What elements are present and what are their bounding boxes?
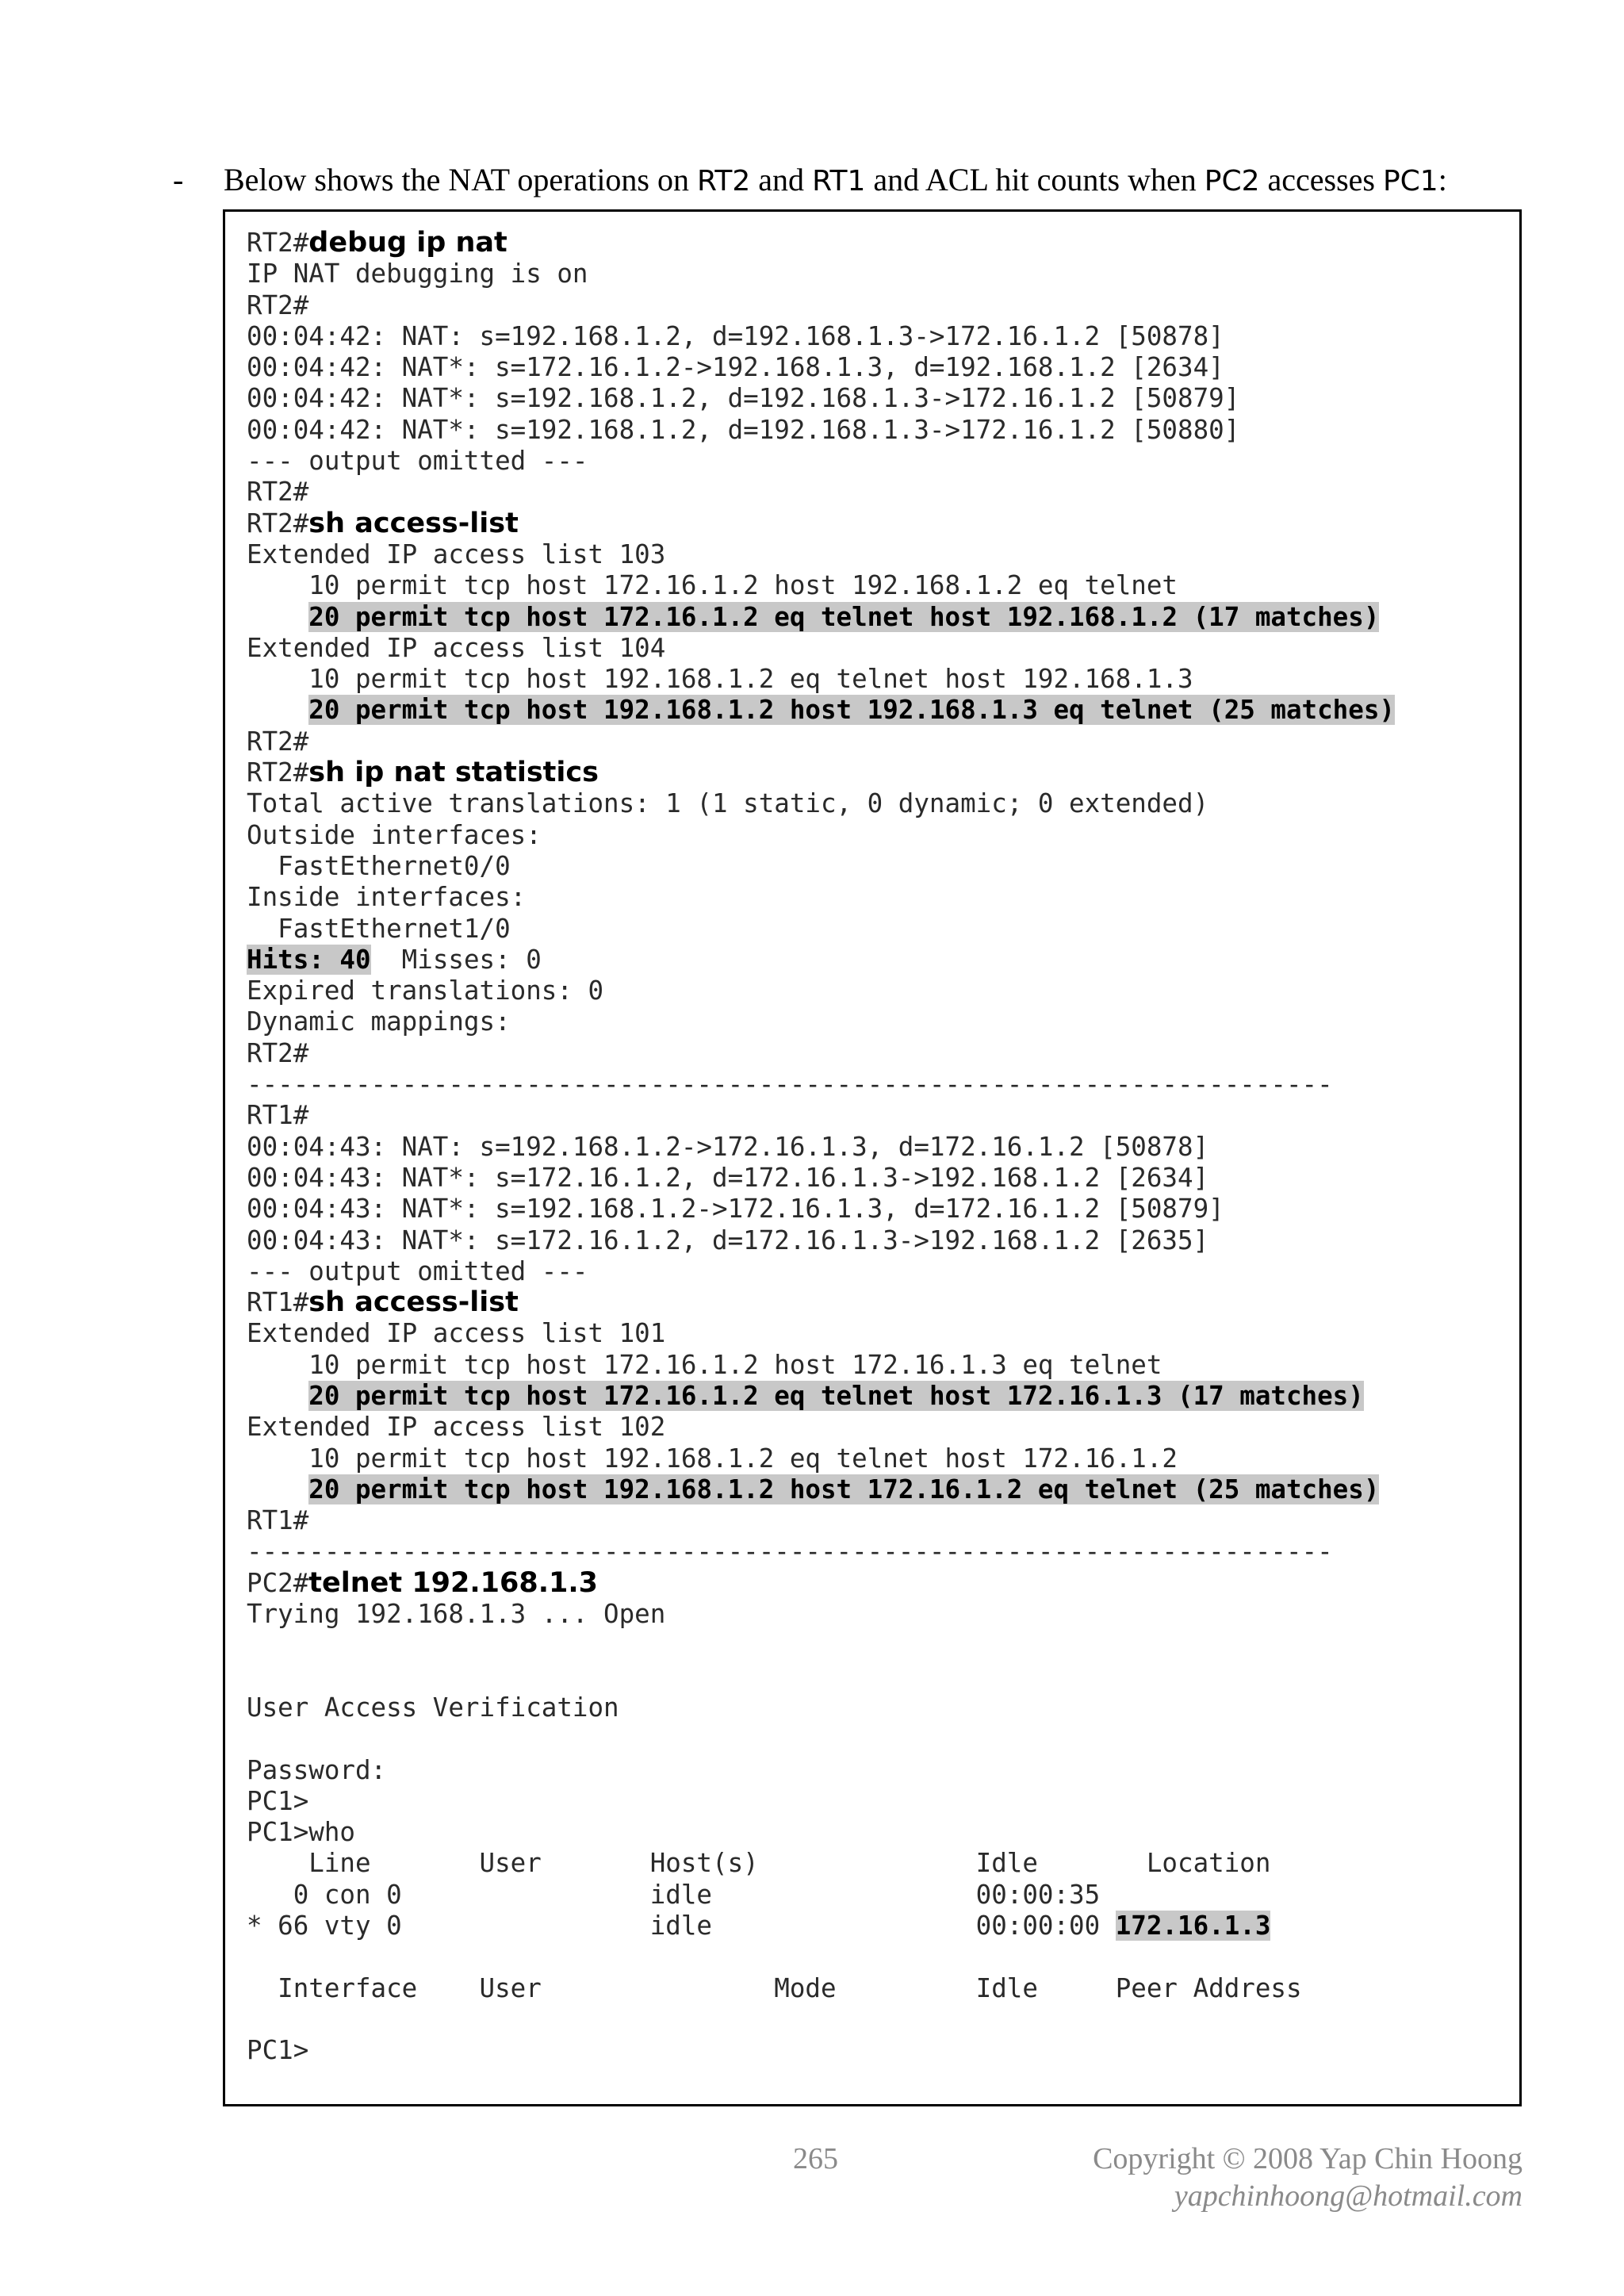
console-line	[247, 1973, 1395, 2004]
console-line	[247, 228, 1395, 259]
console-line	[247, 290, 1395, 321]
console-text: 10 permit tcp host 172.16.1.2 host 192.168.1.2 eq telnet	[247, 570, 1178, 601]
console-text: IP NAT debugging is on	[247, 259, 588, 289]
console-text: RT2#	[247, 508, 309, 539]
console-highlight: 20 permit tcp host 192.168.1.2 host 192.168.1.3 eq telnet (25 matches)	[308, 695, 1395, 726]
console-highlight: 20 permit tcp host 172.16.1.2 eq telnet host 172.16.1.3 (17 matches)	[308, 1380, 1364, 1411]
console-text: RT2#	[247, 228, 309, 258]
console-text: RT1#	[247, 1505, 309, 1536]
console-line	[247, 1848, 1395, 1879]
console-text: FastEthernet0/0	[247, 850, 511, 881]
console-line	[247, 914, 1395, 945]
console-text: Password:	[247, 1754, 387, 1785]
console-line	[247, 1443, 1395, 1474]
console-text: Extended IP access list 103	[247, 539, 666, 569]
console-line	[247, 1225, 1395, 1256]
console-command: sh access-list	[308, 507, 519, 539]
intro-device-rt2: RT2	[697, 165, 751, 197]
console-line	[247, 1911, 1395, 1941]
console-text: 00:04:43: NAT*: s=172.16.1.2, d=172.16.1.3->192.168.1.2 [2634]	[247, 1162, 1209, 1193]
console-text: RT2#	[247, 726, 309, 757]
console-highlight: 20 permit tcp host 192.168.1.2 host 172.16.1.2 eq telnet (25 matches)	[308, 1474, 1380, 1504]
console-line	[247, 1630, 1395, 1661]
console-line	[247, 1941, 1395, 1972]
console-line	[247, 1692, 1395, 1723]
console-line	[247, 1723, 1395, 1754]
console-text: 00:04:43: NAT: s=192.168.1.2->172.16.1.3, d=172.16.1.2 [50878]	[247, 1131, 1209, 1162]
console-text: User Access Verification	[247, 1692, 619, 1723]
console-line	[247, 945, 1395, 976]
console-line	[247, 539, 1395, 570]
console-text: Total active translations: 1 (1 static, 0 dynamic; 0 extended)	[247, 788, 1209, 819]
bullet-dash: -	[173, 162, 184, 197]
console-line	[247, 352, 1395, 383]
console-text: 00:04:43: NAT*: s=172.16.1.2, d=172.16.1.3->192.168.1.2 [2635]	[247, 1225, 1209, 1255]
console-text: Extended IP access list 102	[247, 1412, 666, 1443]
console-line	[247, 1880, 1395, 1911]
console-text: PC1>	[247, 2035, 309, 2066]
console-line	[247, 1006, 1395, 1037]
console-line	[247, 2004, 1395, 2035]
intro-text-part: Below shows the NAT operations on	[224, 162, 697, 197]
console-line	[247, 1350, 1395, 1381]
console-line	[247, 664, 1395, 695]
console-text: 00:04:42: NAT*: s=192.168.1.2, d=192.168.1.3->172.16.1.2 [50879]	[247, 383, 1240, 414]
console-text: RT2#	[247, 289, 309, 320]
console-text: Interface User Mode Idle Peer Address	[247, 1972, 1302, 2003]
console-line	[247, 851, 1395, 882]
console-line	[247, 570, 1395, 601]
console-line	[247, 1287, 1395, 1318]
console-text: --- output omitted ---	[247, 446, 588, 477]
console-line	[247, 1194, 1395, 1225]
intro-device-rt1: RT1	[812, 165, 866, 197]
copyright-notice: Copyright © 2008 Yap Chin Hoong	[1093, 2142, 1522, 2175]
console-line	[247, 1163, 1395, 1194]
console-text: ----------------------------------------------------------------------	[247, 1536, 1333, 1567]
console-line	[247, 976, 1395, 1006]
console-line	[247, 259, 1395, 289]
console-line	[247, 1568, 1395, 1599]
intro-text-part: and	[750, 162, 813, 197]
console-line	[247, 446, 1395, 477]
console-text: RT1#	[247, 1287, 309, 1318]
console-line	[247, 1318, 1395, 1349]
console-text: FastEthernet1/0	[247, 913, 511, 944]
console-line	[247, 1038, 1395, 1069]
console-text: 00:04:42: NAT*: s=172.16.1.2->192.168.1.3, d=192.168.1.2 [2634]	[247, 352, 1224, 383]
console-text: RT1#	[247, 1100, 309, 1131]
console-text: 10 permit tcp host 192.168.1.2 eq telnet host 172.16.1.2	[247, 1443, 1178, 1474]
console-text: PC1>who	[247, 1817, 355, 1848]
console-text: Trying 192.168.1.3 ... Open	[247, 1599, 666, 1630]
console-text	[247, 695, 308, 725]
console-line	[247, 788, 1395, 819]
console-command: sh access-list	[308, 1286, 519, 1319]
console-line	[247, 1662, 1395, 1692]
console-text	[247, 1381, 308, 1411]
console-line	[247, 1256, 1395, 1287]
console-text: Extended IP access list 101	[247, 1318, 666, 1349]
console-text: 0 con 0 idle 00:00:35	[247, 1879, 1101, 1910]
console-line	[247, 726, 1395, 757]
console-text	[247, 602, 308, 632]
console-text: Line User Host(s) Idle Location	[247, 1848, 1271, 1879]
console-line	[247, 1381, 1395, 1412]
intro-text-part: accesses	[1259, 162, 1383, 197]
console-command: sh ip nat statistics	[308, 757, 599, 789]
console-highlight: 172.16.1.3	[1115, 1911, 1271, 1941]
console-line	[247, 882, 1395, 913]
intro-device-pc2: PC2	[1204, 165, 1260, 197]
console-text: --- output omitted ---	[247, 1255, 588, 1286]
console-line	[247, 1536, 1395, 1567]
console-line	[247, 1786, 1395, 1817]
console-line	[247, 1474, 1395, 1505]
console-text: RT2#	[247, 1037, 309, 1068]
console-text: RT2#	[247, 477, 309, 508]
console-line	[247, 1505, 1395, 1536]
console-command: telnet 192.168.1.3	[308, 1566, 599, 1599]
console-text: Dynamic mappings:	[247, 1006, 511, 1037]
console-text: 10 permit tcp host 172.16.1.2 host 172.16.1.3 eq telnet	[247, 1349, 1162, 1380]
intro-device-pc1: PC1	[1382, 165, 1438, 197]
console-line	[247, 477, 1395, 508]
console-text: 10 permit tcp host 192.168.1.2 eq telnet host 192.168.1.3	[247, 664, 1193, 695]
console-text: RT2#	[247, 757, 309, 788]
console-line	[247, 1412, 1395, 1443]
author-email: yapchinhoong@hotmail.com	[1174, 2179, 1522, 2213]
console-line	[247, 1599, 1395, 1630]
intro-text-part: and ACL hit counts when	[865, 162, 1205, 197]
console-text: 00:04:43: NAT*: s=192.168.1.2->172.16.1.3, d=172.16.1.2 [50879]	[247, 1194, 1224, 1225]
console-line	[247, 820, 1395, 851]
console-highlight: 20 permit tcp host 172.16.1.2 eq telnet host 192.168.1.2 (17 matches)	[308, 601, 1380, 632]
console-text: Expired translations: 0	[247, 976, 604, 1006]
console-line	[247, 1069, 1395, 1100]
console-line	[247, 415, 1395, 446]
console-text: Misses: 0	[370, 944, 542, 975]
console-line	[247, 695, 1395, 726]
console-text: PC2#	[247, 1567, 309, 1598]
console-output	[247, 228, 1395, 2067]
console-text: PC1>	[247, 1785, 309, 1816]
console-line	[247, 757, 1395, 788]
console-highlight: Hits: 40	[247, 944, 371, 975]
intro-text	[224, 160, 1447, 201]
console-line	[247, 1755, 1395, 1786]
console-text	[247, 1474, 308, 1504]
console-line	[247, 1100, 1395, 1131]
console-line	[247, 508, 1395, 539]
console-text: Inside interfaces:	[247, 882, 527, 913]
console-line	[247, 633, 1395, 664]
console-line	[247, 321, 1395, 352]
console-line	[247, 1132, 1395, 1163]
intro-text-part: :	[1438, 162, 1447, 197]
console-text: * 66 vty 0 idle 00:00:00	[247, 1911, 1116, 1941]
console-line	[247, 602, 1395, 633]
console-line	[247, 383, 1395, 414]
page-number: 265	[793, 2142, 838, 2175]
console-text: Extended IP access list 104	[247, 632, 666, 663]
console-line	[247, 1817, 1395, 1848]
console-text: 00:04:42: NAT*: s=192.168.1.2, d=192.168.1.3->172.16.1.2 [50880]	[247, 414, 1240, 445]
console-output-box	[223, 209, 1522, 2106]
console-text: 00:04:42: NAT: s=192.168.1.2, d=192.168.1.3->172.16.1.2 [50878]	[247, 320, 1224, 351]
console-line	[247, 2035, 1395, 2066]
console-text: ----------------------------------------------------------------------	[247, 1069, 1333, 1100]
console-text: Outside interfaces:	[247, 819, 542, 850]
console-command: debug ip nat	[308, 227, 508, 259]
